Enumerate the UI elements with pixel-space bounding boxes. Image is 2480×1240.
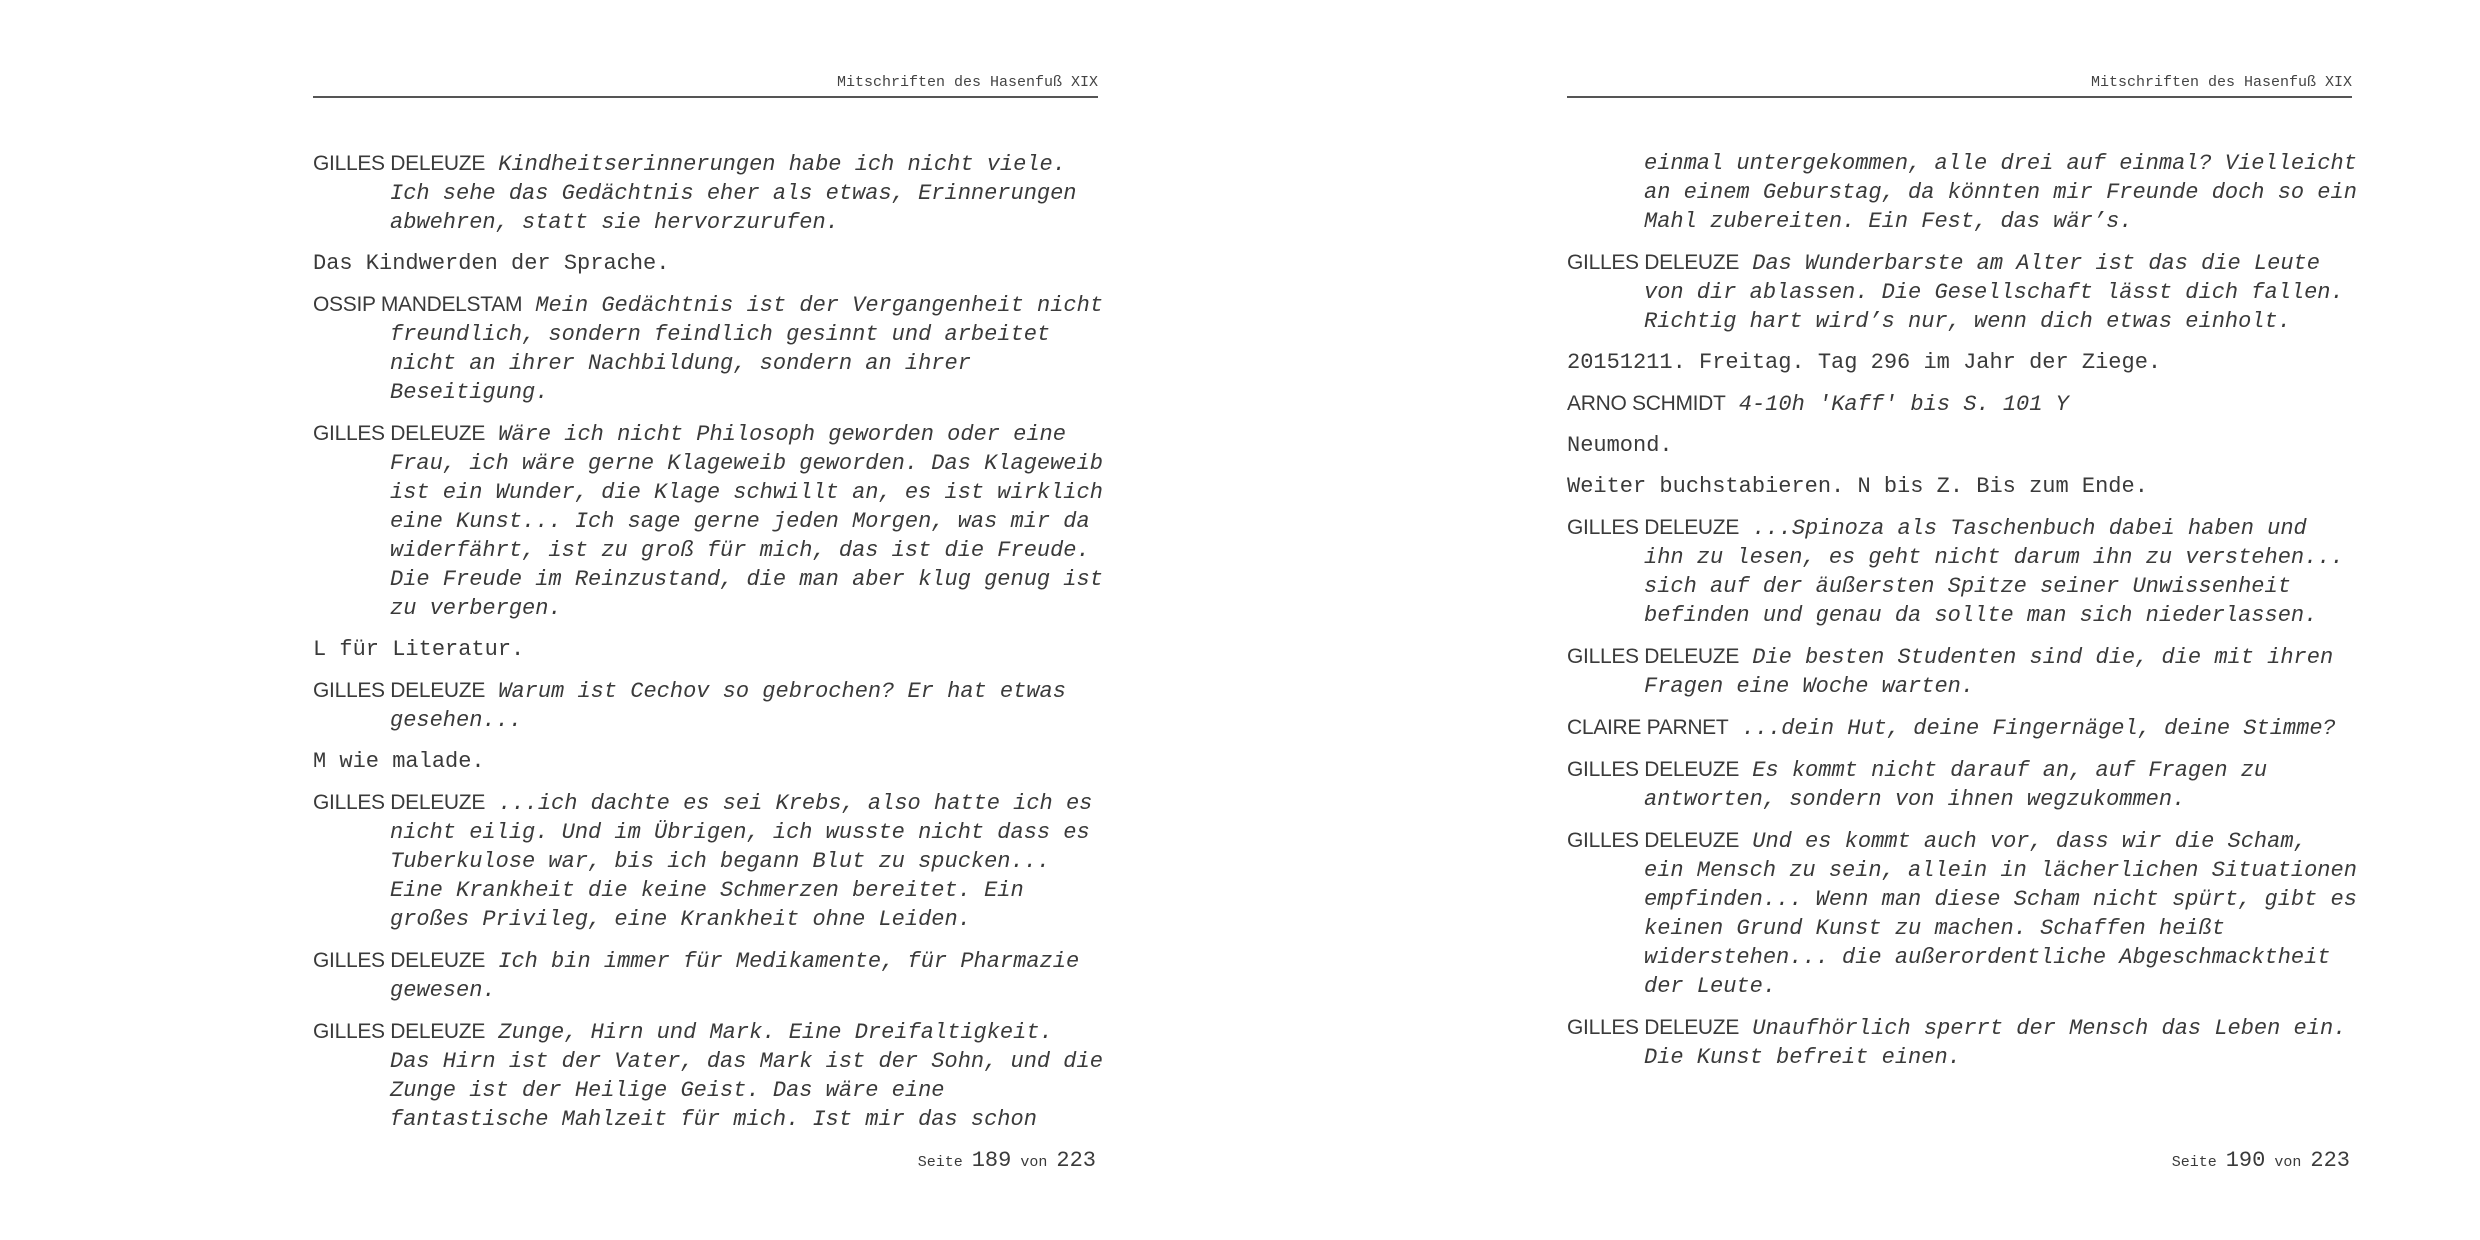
quote-text: widerstehen... die außerordentliche Abgeschmacktheit [1644,945,2331,970]
note-line: L für Literatur. [313,637,525,662]
quote-entry [313,676,1098,735]
quote-text: Die Freude im Reinzustand, die man aber klug genug ist [390,567,1103,592]
header-rule [1567,96,2352,98]
quote-text: Frau, ich wäre gerne Klageweib geworden. Das Klageweib [390,451,1103,476]
quote-text: widerfährt, ist zu groß für mich, das ist die Freude. [390,538,1090,563]
quote-line [390,179,1098,208]
footer-label: Seite [917,1154,963,1171]
speaker-name: GILLES DELEUZE [1567,251,1740,274]
quote-text: empfinden... Wenn man diese Scham nicht spürt, gibt es [1644,887,2357,912]
quote-text: ein Mensch zu sein, allein in lächerlichen Situationen [1644,858,2357,883]
note-line: Das Kindwerden der Sprache. [313,251,670,276]
total-pages: 223 [2310,1148,2350,1173]
quote-line [1644,601,2352,630]
quote-line [1644,672,2352,701]
speaker-name: GILLES DELEUZE [1567,1016,1740,1039]
quote-text: Mein Gedächtnis ist der Vergangenheit nicht [535,293,1104,318]
quote-text: Beseitigung. [390,380,549,405]
continued-quote [1567,149,2357,236]
footer-of: von [1020,1154,1048,1171]
speaker-name: GILLES DELEUZE [313,152,486,175]
quote-text: nicht an ihrer Nachbildung, sondern an ihrer [390,351,971,376]
quote-text: sich auf der äußersten Spitze seiner Unwissenheit [1644,574,2291,599]
quote-line [390,320,1098,349]
quote-line [313,419,1098,449]
quote-line [1644,543,2352,572]
quote-line [390,976,1098,1005]
quote-line [313,788,1098,818]
quote-text: nicht eilig. Und im Übrigen, ich wusste nicht dass es [390,820,1090,845]
quote-text: Zunge, Hirn und Mark. Eine Dreifaltigkeit. [498,1020,1053,1045]
speaker-name: GILLES DELEUZE [1567,758,1740,781]
quote-text: Tuberkulose war, bis ich begann Blut zu spucken... [390,849,1051,874]
quote-line [1567,755,2352,785]
quote-line [390,706,1098,735]
quote-text: Richtig hart wird’s nur, wenn dich etwas einholt. [1644,309,2291,334]
quote-text: ...dein Hut, deine Fingernägel, deine Stimme? [1741,716,2336,741]
quote-text: Die besten Studenten sind die, die mit ihren [1752,645,2334,670]
speaker-name: GILLES DELEUZE [313,679,486,702]
quote-line [390,1076,1098,1105]
quote-text: eine Kunst... Ich sage gerne jeden Morgen, was mir da [390,509,1090,534]
quote-entry [313,419,1103,623]
left-page [313,0,1104,1240]
quote-line [1567,248,2352,278]
quote-line [1644,885,2357,914]
quote-text: freundlich, sondern feindlich gesinnt und arbeitet [390,322,1051,347]
quote-text: ist ein Wunder, die Klage schwillt an, es ist wirklich [390,480,1103,505]
speaker-name: OSSIP MANDELSTAM [313,293,523,316]
quote-line [390,847,1098,876]
quote-text: von dir ablassen. Die Gesellschaft lässt dich fallen. [1644,280,2344,305]
quote-text: Das Hirn ist der Vater, das Mark ist der Sohn, und die [390,1049,1103,1074]
quote-line: Mahl zubereiten. Ein Fest, das wär’s. [1644,209,2133,234]
quote-line [1644,914,2352,943]
speaker-name: CLAIRE PARNET [1567,716,1729,739]
quote-text: Warum ist Cechov so gebrochen? Er hat etwas [498,679,1066,704]
quote-text: Wäre ich nicht Philosoph geworden oder eine [498,422,1066,447]
quote-text: befinden und genau da sollte man sich niederlassen. [1644,603,2318,628]
quote-text: Die Kunst befreit einen. [1644,1045,1961,1070]
quote-text: ihn zu lesen, es geht nicht darum ihn zu verstehen... [1644,545,2344,570]
total-pages: 223 [1056,1148,1096,1173]
quote-entry [313,1017,1103,1134]
page-number: 190 [2225,1148,2266,1173]
page-content [313,149,1104,1146]
footer-label: Seite [2171,1154,2217,1171]
speaker-name: GILLES DELEUZE [1567,645,1740,668]
quote-line [313,149,1098,179]
quote-text: ...ich dachte es sei Krebs, also hatte ich es [498,791,1093,816]
quote-line [313,946,1098,976]
speaker-name: GILLES DELEUZE [313,949,486,972]
quote-text: Das Wunderbarste am Alter ist das die Leute [1752,251,2320,276]
quote-text: zu verbergen. [390,596,562,621]
quote-line [390,565,1103,594]
quote-entry [1567,513,2352,630]
quote-text: abwehren, statt sie hervorzurufen. [390,210,839,235]
quote-line: einmal untergekommen, alle drei auf einmal? Vielleicht [1644,151,2357,176]
quote-line [390,536,1098,565]
quote-line [390,818,1098,847]
quote-text: Zunge ist der Heilige Geist. Das wäre eine [390,1078,945,1103]
quote-line [390,208,1098,237]
quote-line [313,676,1098,706]
quote-entry [1567,389,2352,419]
quote-entry [1567,713,2352,743]
quote-text: 4-10h 'Kaff' bis S. 101 Y [1738,392,2069,417]
quote-line [390,905,1098,934]
footer-of: von [2274,1154,2302,1171]
page-content [1567,149,2357,1084]
note-line: 20151211. Freitag. Tag 296 im Jahr der Ziege. [1567,350,2162,375]
quote-entry [313,149,1098,237]
speaker-name: GILLES DELEUZE [1567,516,1740,539]
quote-line [1644,785,2352,814]
quote-line [390,594,1098,623]
quote-text: antworten, sondern von ihnen wegzukommen. [1644,787,2186,812]
quote-line [1644,972,2352,1001]
quote-line [1644,278,2352,307]
quote-entry [1567,1013,2352,1072]
note-line: Neumond. [1567,433,1673,458]
quote-text: Und es kommt auch vor, dass wir die Scham, [1752,829,2307,854]
quote-text: großes Privileg, eine Krankheit ohne Leiden. [390,907,971,932]
quote-line [1567,1013,2352,1043]
quote-entry [313,946,1098,1005]
quote-line [1644,943,2352,972]
header-rule [313,96,1098,98]
quote-text: Fragen eine Woche warten. [1644,674,1975,699]
quote-line [390,876,1098,905]
quote-line [390,507,1098,536]
speaker-name: GILLES DELEUZE [313,791,486,814]
quote-line [1567,713,2352,743]
quote-entry [1567,642,2352,701]
quote-line [390,378,1098,407]
quote-line [390,1105,1098,1134]
note-line: Weiter buchstabieren. N bis Z. Bis zum Ende. [1567,474,2148,499]
quote-text: Unaufhörlich sperrt der Mensch das Leben ein. [1752,1016,2347,1041]
quote-entry [1567,755,2352,814]
quote-line: an einem Geburstag, da könnten mir Freunde doch so ein [1644,180,2357,205]
quote-text: Eine Krankheit die keine Schmerzen bereitet. Ein [390,878,1024,903]
quote-line [1644,307,2352,336]
quote-text: gesehen... [390,708,523,733]
quote-line [313,290,1104,320]
quote-text: ...Spinoza als Taschenbuch dabei haben und [1752,516,2307,541]
quote-text: gewesen. [390,978,496,1003]
page-footer [2172,1148,2350,1176]
quote-entry [1567,826,2357,1001]
quote-line [1644,572,2352,601]
right-page [1567,0,2357,1240]
page-footer [918,1148,1096,1176]
speaker-name: GILLES DELEUZE [313,1020,486,1043]
quote-line [390,1047,1103,1076]
speaker-name: ARNO SCHMIDT [1567,392,1726,415]
quote-line [390,478,1103,507]
quote-entry [313,788,1098,934]
quote-entry [313,290,1104,407]
quote-text: Ich sehe das Gedächtnis eher als etwas, Erinnerungen [390,181,1077,206]
running-header: Mitschriften des Hasenfuß XIX [836,74,1098,91]
speaker-name: GILLES DELEUZE [1567,829,1740,852]
quote-text: Es kommt nicht darauf an, auf Fragen zu [1752,758,2268,783]
speaker-name: GILLES DELEUZE [313,422,486,445]
quote-line [390,449,1103,478]
note-line: M wie malade. [313,749,485,774]
quote-line [1567,513,2352,543]
quote-line [390,349,1098,378]
quote-text: Kindheitserinnerungen habe ich nicht viele. [498,152,1066,177]
quote-text: der Leute. [1644,974,1777,999]
quote-line [1567,389,2352,419]
quote-line [1567,826,2352,856]
quote-text: fantastische Mahlzeit für mich. Ist mir das schon [390,1107,1037,1132]
quote-text: keinen Grund Kunst zu machen. Schaffen heißt [1644,916,2225,941]
quote-entry [1567,248,2352,336]
quote-line [1644,856,2357,885]
quote-line [1644,1043,2352,1072]
quote-line [313,1017,1098,1047]
page-number: 189 [971,1148,1012,1173]
quote-line [1567,642,2352,672]
running-header: Mitschriften des Hasenfuß XIX [2090,74,2352,91]
quote-text: Ich bin immer für Medikamente, für Pharmazie [498,949,1080,974]
